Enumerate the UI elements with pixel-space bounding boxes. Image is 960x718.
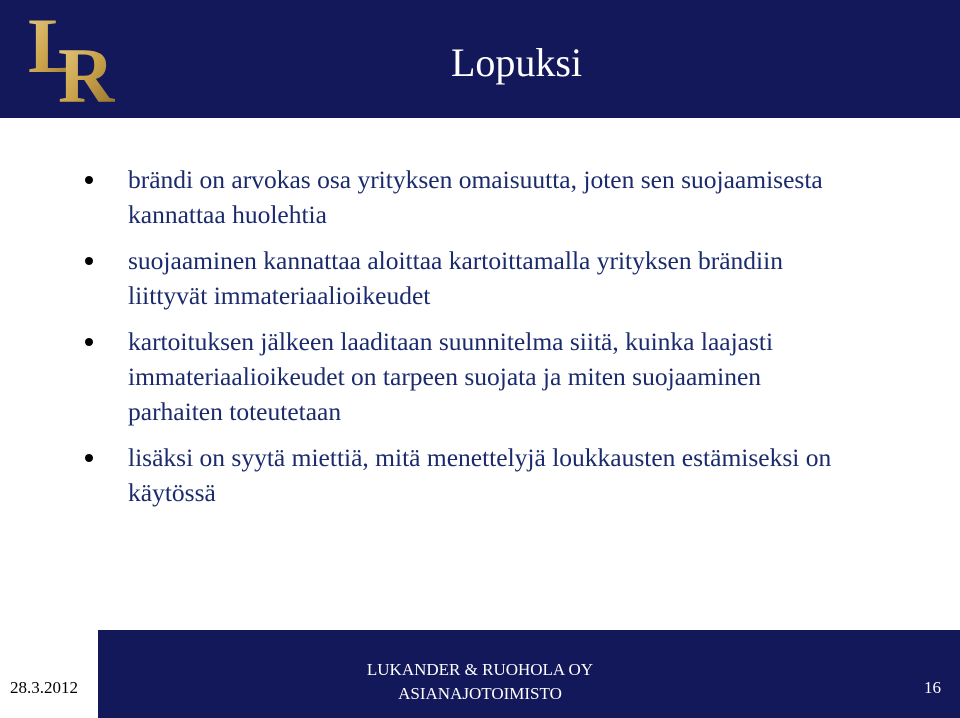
svg-text:L: L	[28, 2, 81, 89]
bullet-text: suojaaminen kannattaa aloittaa kartoittamalla yrityksen brändiin liittyvät immateriaalioikeudet	[128, 246, 783, 310]
page-number: 16	[924, 678, 941, 697]
bullet-item	[98, 162, 858, 232]
slide-header	[0, 0, 960, 118]
bullet-dot-icon	[85, 176, 93, 184]
left-margin-strip	[0, 118, 98, 630]
bullet-text: brändi on arvokas osa yrityksen omaisuutta, joten sen suojaamisesta kannattaa huolehtia	[128, 165, 823, 229]
bullet-item	[98, 440, 858, 510]
slide-content	[98, 118, 960, 630]
bullet-item	[98, 324, 858, 429]
footer-date: 28.3.2012	[10, 678, 78, 697]
footer-company-type: ASIANAJOTOIMISTO	[398, 684, 562, 703]
bullet-dot-icon	[85, 454, 93, 462]
svg-text:R: R	[58, 32, 115, 118]
bullet-item	[98, 243, 858, 313]
bullet-list	[98, 162, 858, 521]
bullet-dot-icon	[85, 257, 93, 265]
slide-title: Lopuksi	[451, 40, 583, 85]
footer-company	[300, 658, 660, 706]
footer-corner	[0, 630, 98, 718]
footer-company-name: LUKANDER & RUOHOLA OY	[366, 660, 594, 679]
bullet-dot-icon	[85, 338, 93, 346]
bullet-text: lisäksi on syytä miettiä, mitä menettelyjä loukkausten estämiseksi on käytössä	[128, 443, 832, 507]
bullet-text: kartoituksen jälkeen laaditaan suunnitelma siitä, kuinka laajasti immateriaalioikeudet on tarpeen suojata ja miten suojaaminen parhaiten toteutetaan	[128, 327, 774, 426]
company-logo	[0, 0, 130, 118]
